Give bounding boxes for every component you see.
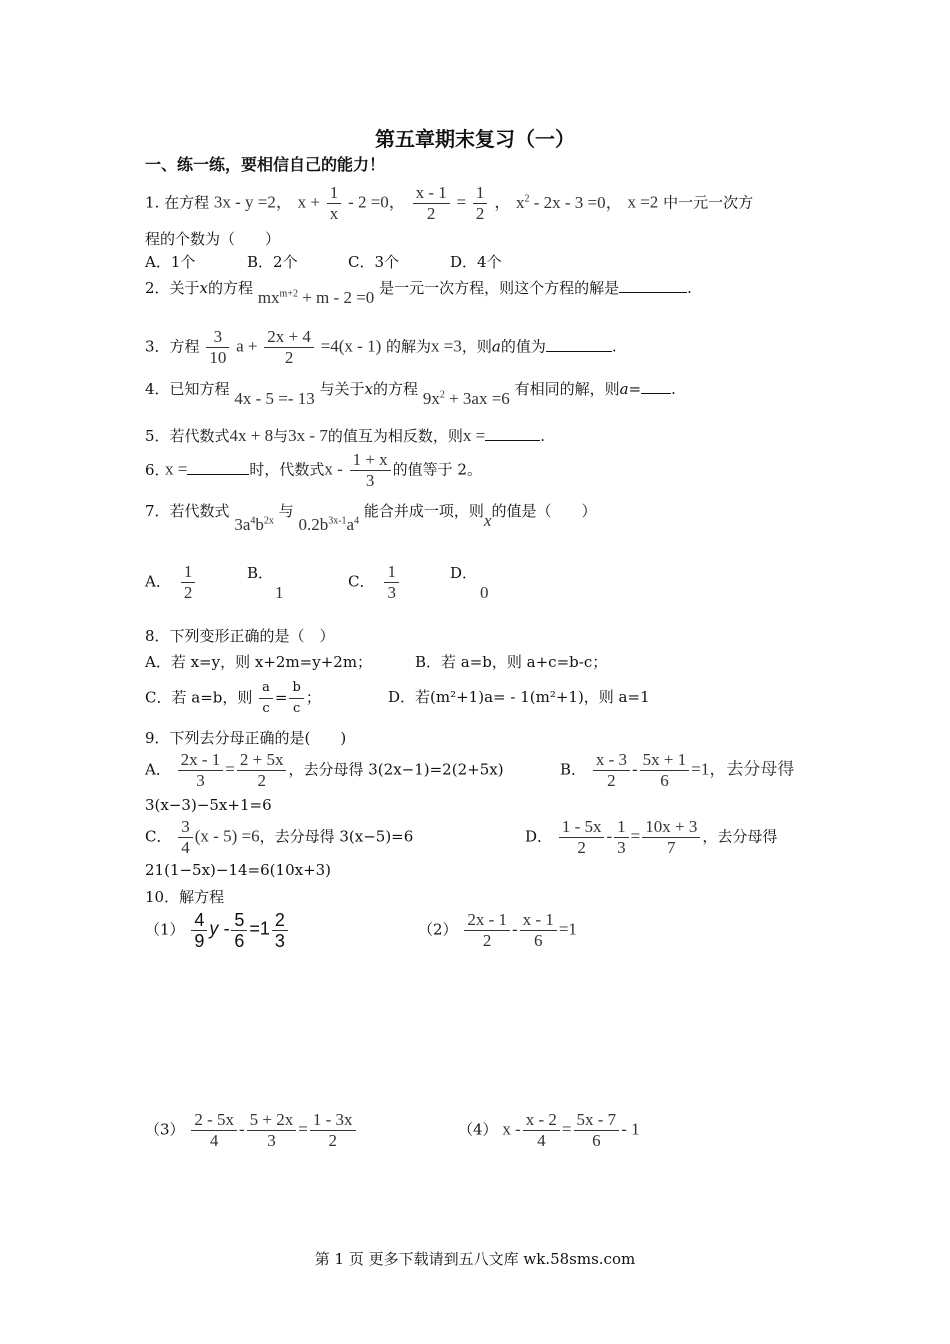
q9-option-d-line2: 21(1−5x)−14=6(10x+3) xyxy=(145,861,332,879)
question-4: 4．已知方程 4x - 5 =- 13 与关于x的方程 $9x^2 + 3ax =6$ 有相同的解，则a= . xyxy=(145,380,676,408)
q1-eq1: 3x - y =2， xyxy=(213,192,293,212)
q1-option-d: D．4个 xyxy=(450,253,502,271)
q8-option-d: D．若(m²+1)a= - 1(m²+1)，则 a=1 xyxy=(388,688,650,706)
q1-line2: 程的个数为（ ） xyxy=(145,230,281,248)
q1-option-b: B．2个 xyxy=(247,253,298,271)
q1-eq2b: - 2 =0， xyxy=(348,192,406,212)
q1-frac: $\frac{x - 1}{2}$ xyxy=(413,183,450,224)
question-2: 2．关于x的方程 $mx^{m+2} + m - 2 =0$ 是一元一次方程，则这个方程的解是 . xyxy=(145,279,692,307)
q1-eq3m: = xyxy=(456,192,467,212)
answer-blank[interactable] xyxy=(619,278,687,293)
q1-eq2a: x + xyxy=(297,192,320,212)
q7-option-d: D． 0 xyxy=(450,564,489,602)
section-heading: 一、练一练，要相信自己的能力！ xyxy=(145,155,386,174)
q9-option-b: B． $\frac{x - 3}{2}$ - $\frac{5x + 1}{6}$ =1，去分母得 xyxy=(560,750,795,790)
page-footer: 第 1 页 更多下载请到五八文库 wk.58sms.com xyxy=(314,1250,636,1268)
q1-tail: 中一元一次方 xyxy=(663,193,754,212)
question-6: 6．x = 时，代数式x - $\frac{1 + x}{3}$ 的值等于 2。 xyxy=(145,450,482,490)
q10-title: 10．解方程 xyxy=(145,888,225,906)
answer-blank[interactable] xyxy=(641,379,671,394)
question-1 xyxy=(145,183,753,224)
q8-option-a: A．若 x=y，则 x+2m=y+2m； xyxy=(145,653,373,671)
q1-frac: $\frac{1}{x}$ xyxy=(327,183,342,224)
answer-blank[interactable] xyxy=(187,460,249,475)
q1-option-c: C．3个 xyxy=(348,253,400,271)
q7-option-b: B． 1 xyxy=(247,564,284,602)
q9-option-d: D． $\frac{1 - 5x}{2}$ - $\frac{1}{3}$ = $\frac{10x + 3}{7}$ ，去分母得 xyxy=(525,817,778,857)
q1-eq4: $x^2 - 2x - 3 =0$， xyxy=(515,192,623,212)
q1-text: 1. 在方程 xyxy=(145,193,210,212)
q1-frac: $\frac{1}{2}$ xyxy=(473,183,488,224)
q1-option-a: A．1个 xyxy=(145,253,196,271)
question-5: 5．若代数式4x + 8与3x - 7的值互为相反数，则x = . xyxy=(145,426,545,445)
q1-eq5: x =2 xyxy=(627,192,659,212)
page-title: 第五章期末复习（一） xyxy=(375,127,575,151)
question-3: 3．方程 $\frac{3}{10}$ a + $\frac{2x + 4}{2}$ =4(x - 1) 的解为x =3，则a的值为 . xyxy=(145,327,617,367)
q8-option-c: C．若 a=b，则 $\frac{a}{c}$ = $\frac{b}{c}$ ； xyxy=(145,680,321,716)
question-7: 7．若代数式 $3a^4b^{2x}$ 与 $0.2b^{3x-1}a^4$ 能合并成一项，则x的值是（ ） xyxy=(145,502,597,534)
q10-part-1: （1） $\frac{4}{9}$ y - $\frac{5}{6}$ =1 $\frac{2}{3}$ xyxy=(145,910,290,951)
q9-option-b-line2: 3(x−3)−5x+1=6 xyxy=(145,796,272,814)
answer-blank[interactable] xyxy=(485,426,540,441)
q9-option-c: C． $\frac{3}{4}$ (x - 5) =6，去分母得 3(x−5)=6 xyxy=(145,817,414,857)
q10-part-2: （2） $\frac{2x - 1}{2}$ - $\frac{x - 1}{6}$ =1 xyxy=(418,910,577,950)
q9-title: 9．下列去分母正确的是( ) xyxy=(145,729,347,747)
q7-option-a: A． $\frac{1}{2}$ xyxy=(145,562,197,603)
q9-option-a: A． $\frac{2x - 1}{3}$ = $\frac{2 + 5x}{2}$ ，去分母得 3(2x−1)=2(2+5x) xyxy=(145,750,504,790)
q8-option-b: B．若 a=b，则 a+c=b-c； xyxy=(415,653,608,671)
answer-blank[interactable] xyxy=(546,337,612,352)
q8-title: 8．下列变形正确的是（ ） xyxy=(145,627,335,645)
q1-eq3b: ， xyxy=(494,192,512,212)
q7-option-c: C． $\frac{1}{3}$ xyxy=(348,562,401,603)
q10-part-4: （4） x - $\frac{x - 2}{4}$ = $\frac{5x - 7}{6}$ - 1 xyxy=(458,1110,640,1150)
q10-part-3: （3） $\frac{2 - 5x}{4}$ - $\frac{5 + 2x}{3}$ = $\frac{1 - 3x}{2}$ xyxy=(145,1110,358,1151)
